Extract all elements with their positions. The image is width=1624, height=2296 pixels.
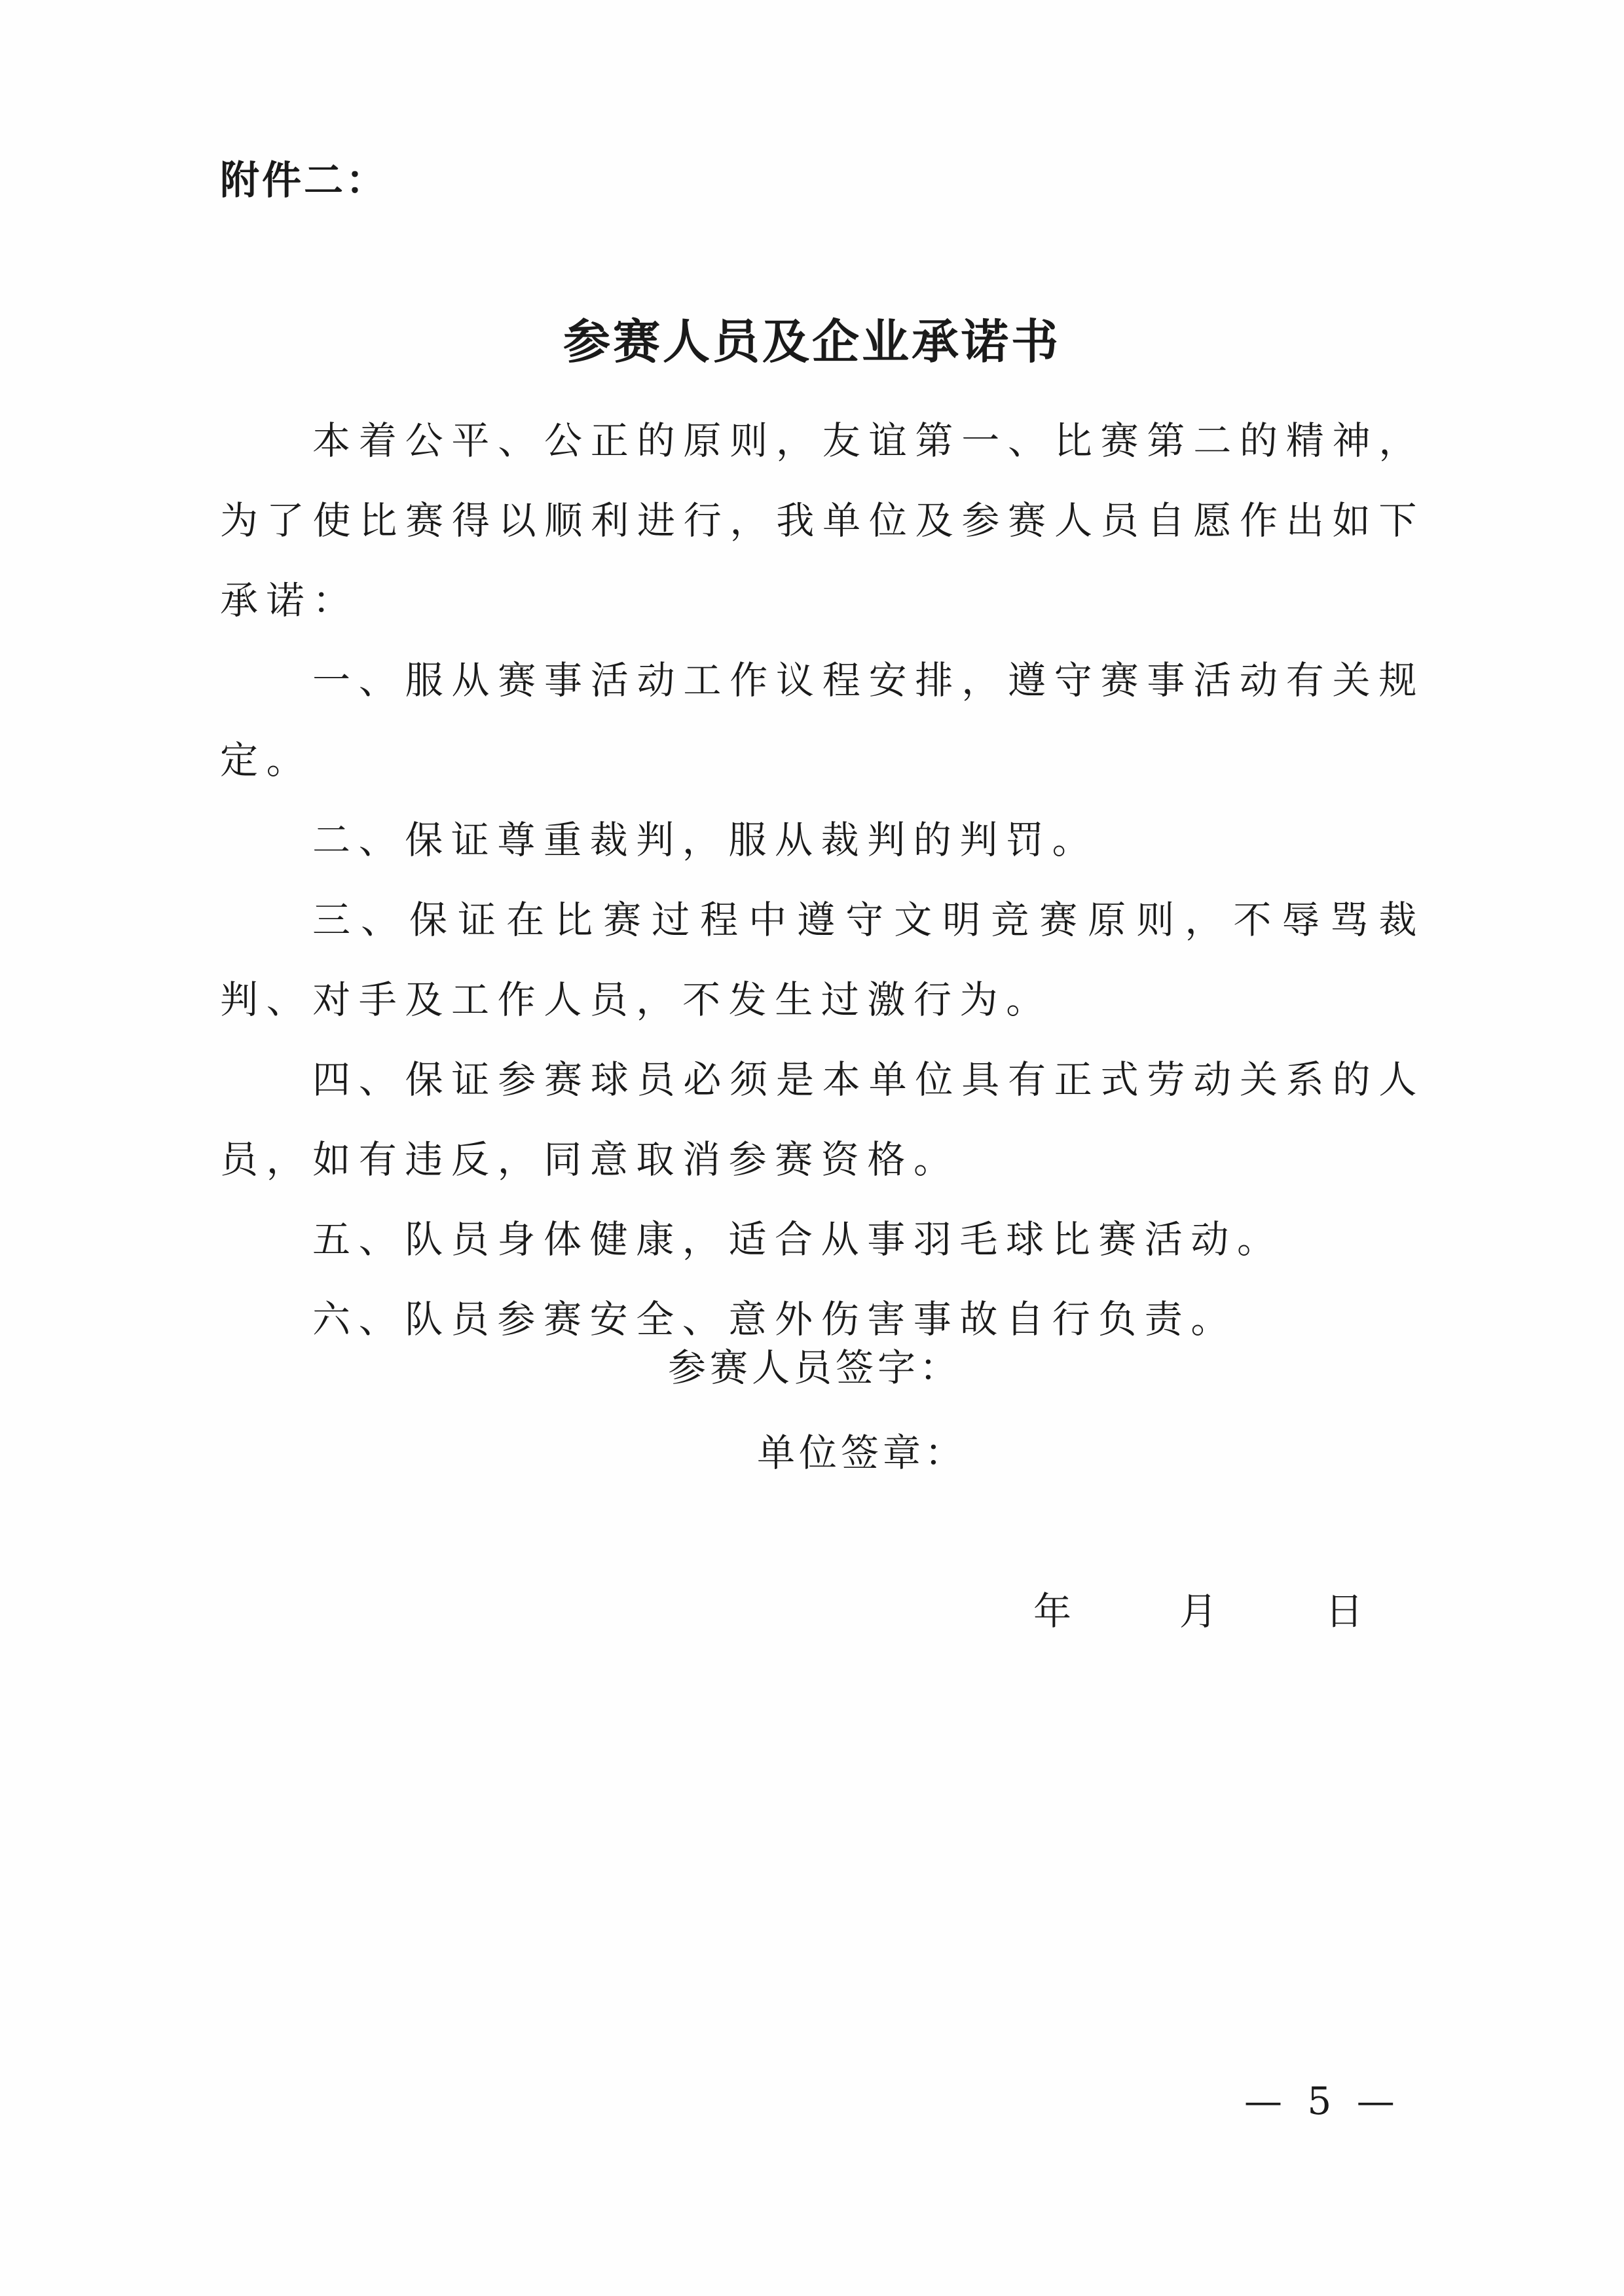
unit-seal-label: 单位签章： — [757, 1430, 967, 1475]
date-month-label: 月 — [1179, 1589, 1217, 1633]
document-title: 参赛人员及企业承诺书 — [563, 314, 1061, 369]
commitment-body — [220, 401, 1425, 1359]
attachment-label: 附件二： — [220, 158, 388, 204]
commitment-item-6: 六、队员参赛安全、意外伤害事故自行负责。 — [312, 1297, 1238, 1341]
commitment-item-3: 三、保证在比赛过程中遵守文明竞赛原则，不辱骂裁判、对手及工作人员，不发生过激行为。 — [220, 898, 1425, 1022]
date-day-label: 日 — [1325, 1589, 1363, 1633]
commitment-item-2: 二、保证尊重裁判，服从裁判的判罚。 — [312, 818, 1099, 862]
commitment-item-5: 五、队员身体健康，适合从事羽毛球比赛活动。 — [312, 1217, 1283, 1262]
commitment-item-4: 四、保证参赛球员必须是本单位具有正式劳动关系的人员，如有违反，同意取消参赛资格。 — [220, 1057, 1425, 1182]
date-line — [1033, 1589, 1363, 1633]
participant-signature-label: 参赛人员签字： — [668, 1345, 962, 1390]
commitment-item-1: 一、服从赛事活动工作议程安排，遵守赛事活动有关规定。 — [220, 658, 1425, 782]
intro-paragraph: 本着公平、公正的原则，友谊第一、比赛第二的精神，为了使比赛得以顺利进行，我单位及参赛人员自愿作出如下承诺： — [220, 418, 1425, 623]
page-number: — 5 — — [1244, 2079, 1401, 2123]
date-year-label: 年 — [1033, 1589, 1072, 1633]
